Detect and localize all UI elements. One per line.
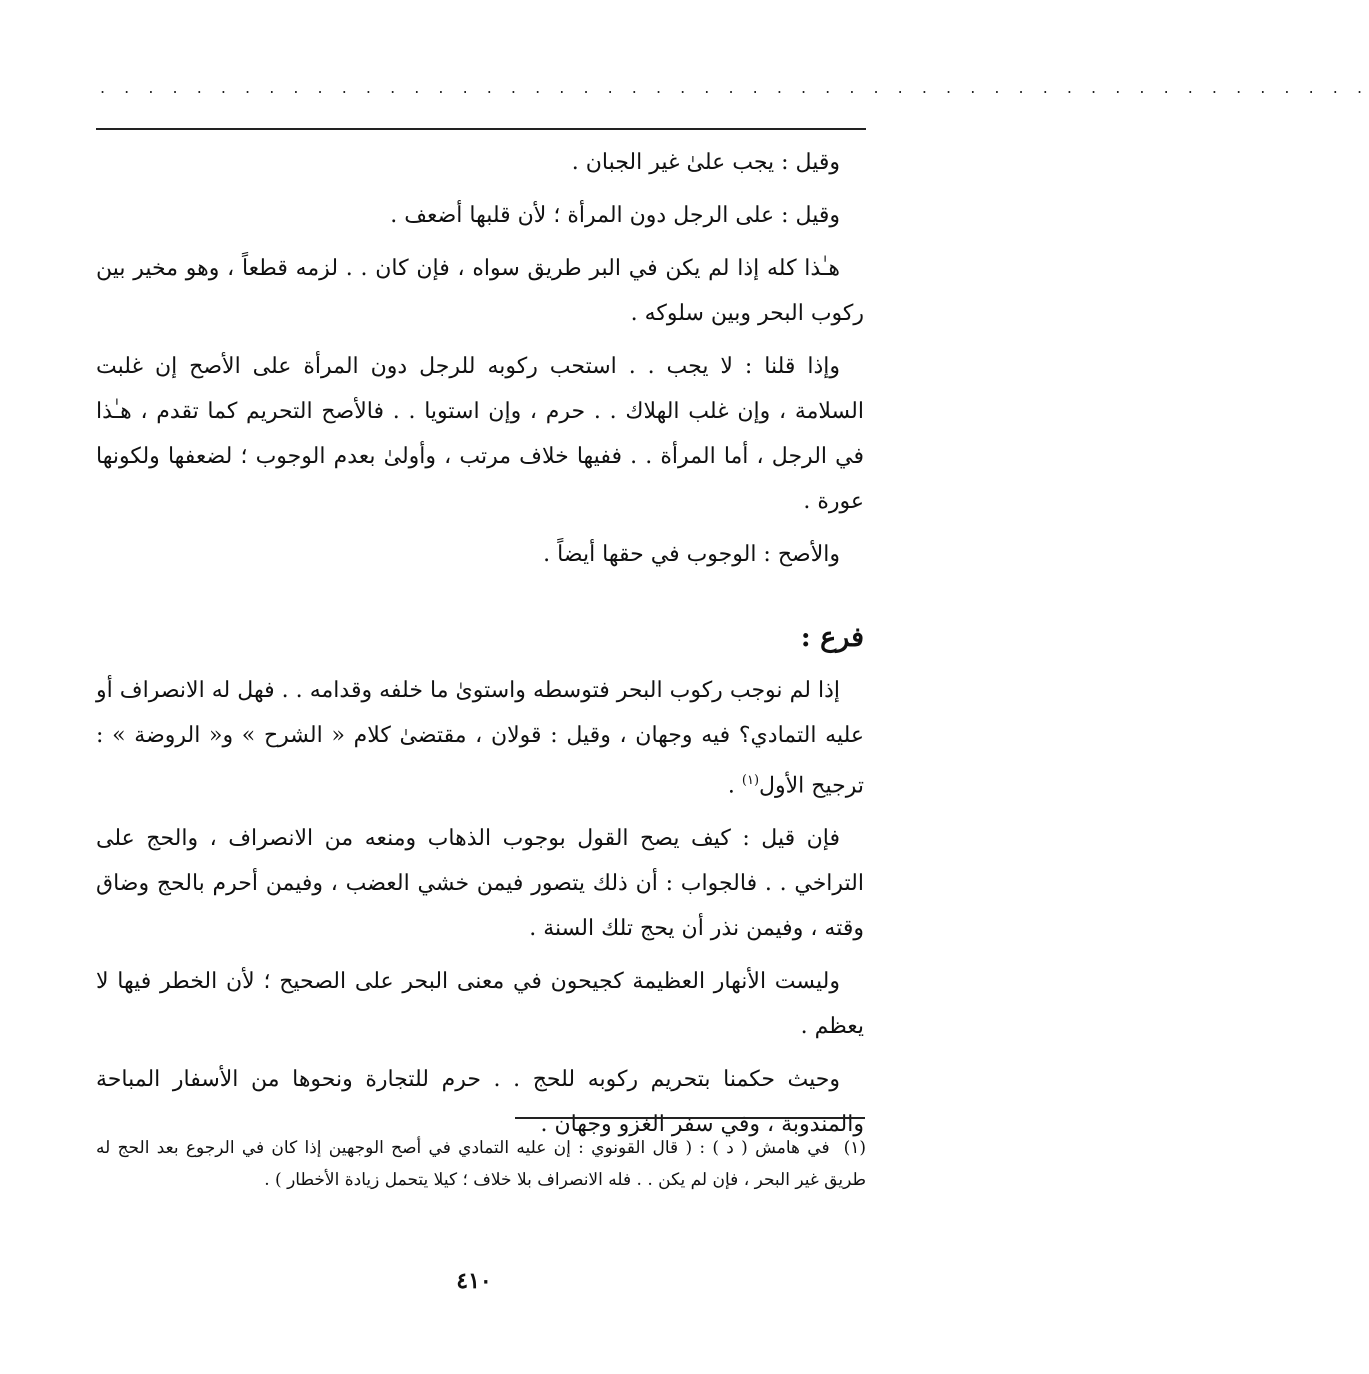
- paragraph: وحيث حكمنا بتحريم ركوبه للحج . . حرم للتجارة ونحوها من الأسفار المباحة والمندوبة ، وفي سفر الغزو وجهان .: [96, 1067, 864, 1138]
- paragraph-end: .: [727, 773, 742, 799]
- footnote-rule: [515, 1117, 865, 1119]
- paragraph: والأصح : الوجوب في حقها أيضاً .: [543, 542, 840, 567]
- paragraph: فإن قيل : كيف يصح القول بوجوب الذهاب ومنعه من الانصراف ، والحج على التراخي . . فالجواب : أن ذلك يتصور فيمن خشي العضب ، وفيمن أحرم بالحج وضاق وقته ، وفيمن نذر أن يحج تلك السنة .: [96, 826, 864, 942]
- paragraph: هـٰذا كله إذا لم يكن في البر طريق سواه ، فإن كان . . لزمه قطعاً ، وهو مخير بين ركوب البحر وبين سلوكه .: [96, 256, 864, 326]
- footnote-reference[interactable]: (١): [741, 773, 760, 788]
- main-text: [96, 140, 864, 1155]
- paragraph: وإذا قلنا : لا يجب . . استحب ركوبه للرجل دون المرأة على الأصح إن غلبت السلامة ، وإن غلب الهلاك . . حرم ، وإن استويا . . فالأصح التحريم كما تقدم ، هـٰذا في الرجل ، أما المرأة . . ففيها خلاف مرتب ، وأولىٰ بعدم الوجوب ؛ لضعفها ولكونها عورة .: [96, 354, 865, 514]
- footnote-text: في هامش ( د ) : ( قال القونوي : إن عليه التمادي في أصح الوجهين إذا كان في الرجوع بعد الحج له طريق غير البحر ، فإن لم يكن . . فله الانصراف بلا خلاف ؛ كيلا يتحمل زيادة الأخطار ) .: [96, 1138, 866, 1190]
- paragraph-text: إذا لم نوجب ركوب البحر فتوسطه واستوىٰ ما خلفه وقدامه . . فهل له الانصراف أو عليه التمادي؟ فيه وجهان ، وقيل : قولان ، مقتضىٰ كلام « الشرح » و« الروضة » : ترجيح الأول: [96, 678, 864, 799]
- paragraph: وقيل : يجب علىٰ غير الجبان .: [571, 150, 840, 175]
- header-rule: [96, 128, 866, 130]
- paragraph: وليست الأنهار العظيمة كجيحون في معنى البحر على الصحيح ؛ لأن الخطر فيها لا يعظم .: [96, 969, 864, 1040]
- page-number: ٤١٠: [456, 1268, 492, 1294]
- header-dotted-line: . . . . . . . . . . . . . . . . . . . . . . . . . . . . . . . . . . . . . . . . . . . . . . . . . . . . .: [100, 78, 1369, 97]
- footnote: [96, 1132, 866, 1196]
- footnote-number: (١): [843, 1138, 866, 1158]
- paragraph: وقيل : على الرجل دون المرأة ؛ لأن قلبها أضعف .: [390, 203, 840, 228]
- paragraph-with-footnote: [96, 668, 864, 808]
- section-heading: فرع :: [800, 622, 864, 653]
